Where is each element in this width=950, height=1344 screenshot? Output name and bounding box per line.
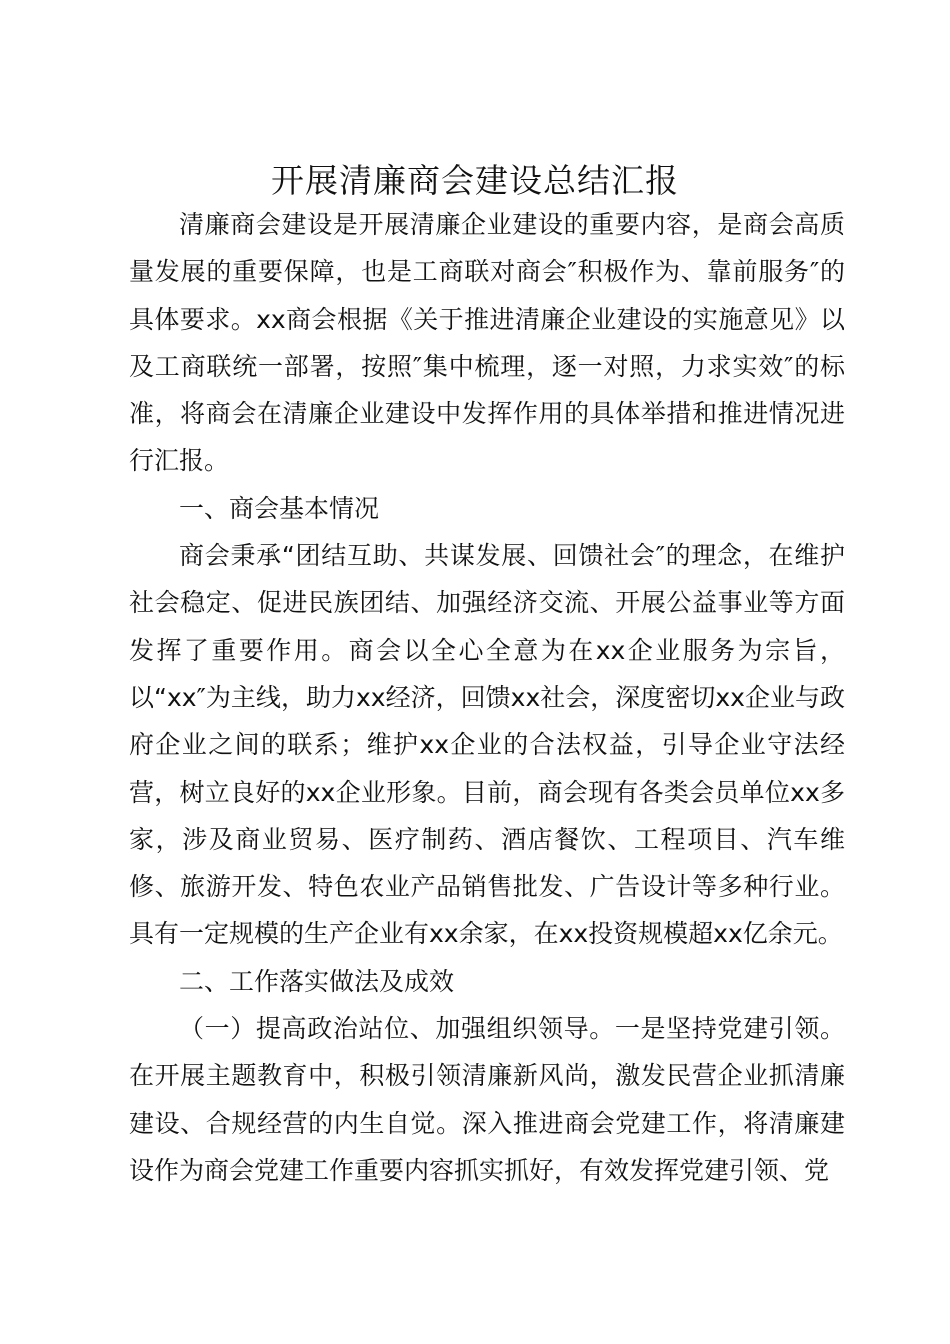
paragraph-basic-situation: 商会秉承“团结互助、共谋发展、回馈社会″的理念，在维护社会稳定、促进民族团结、加强经济交流、开展公益事业等方面发挥了重要作用。商会以全心全意为在xx企业服务为宗旨，以“xx″为主线，助力xx经济，回馈xx社会，深度密切xx企业与政府企业之间的联系；维护xx企业的合法权益，引导企业守法经营，树立良好的xx企业形象。目前，商会现有各类会员单位xx多家，涉及商业贸易、医疗制药、酒店餐饮、工程项目、汽车维修、旅游开发、特色农业产品销售批发、广告设计等多种行业。具有一定规模的生产企业有xx余家，在xx投资规模超xx亿余元。 — [129, 541, 845, 949]
section-heading-1: 一、商会基本情况 — [179, 493, 380, 523]
paragraph-measures: （一）提高政治站位、加强组织领导。一是坚持党建引领。在开展主题教育中，积极引领清廉新风尚，激发民营企业抓清廉建设、合规经营的内生自觉。深入推进商会党建工作，将清廉建设作为商会党建工作重要内容抓实抓好，有效发挥党建引领、党 — [129, 1014, 845, 1185]
paragraph-intro: 清廉商会建设是开展清廉企业建设的重要内容，是商会高质量发展的重要保障，也是工商联对商会″积极作为、靠前服务″的具体要求。xx商会根据《关于推进清廉企业建设的实施意见》以及工商联统一部署，按照″集中梳理，逐一对照，力求实效″的标准，将商会在清廉企业建设中发挥作用的具体举措和推进情况进行汇报。 — [129, 210, 845, 476]
document-title: 开展清廉商会建设总结汇报 — [271, 161, 679, 200]
document-body — [129, 201, 845, 1194]
section-heading-2: 二、工作落实做法及成效 — [179, 966, 455, 996]
